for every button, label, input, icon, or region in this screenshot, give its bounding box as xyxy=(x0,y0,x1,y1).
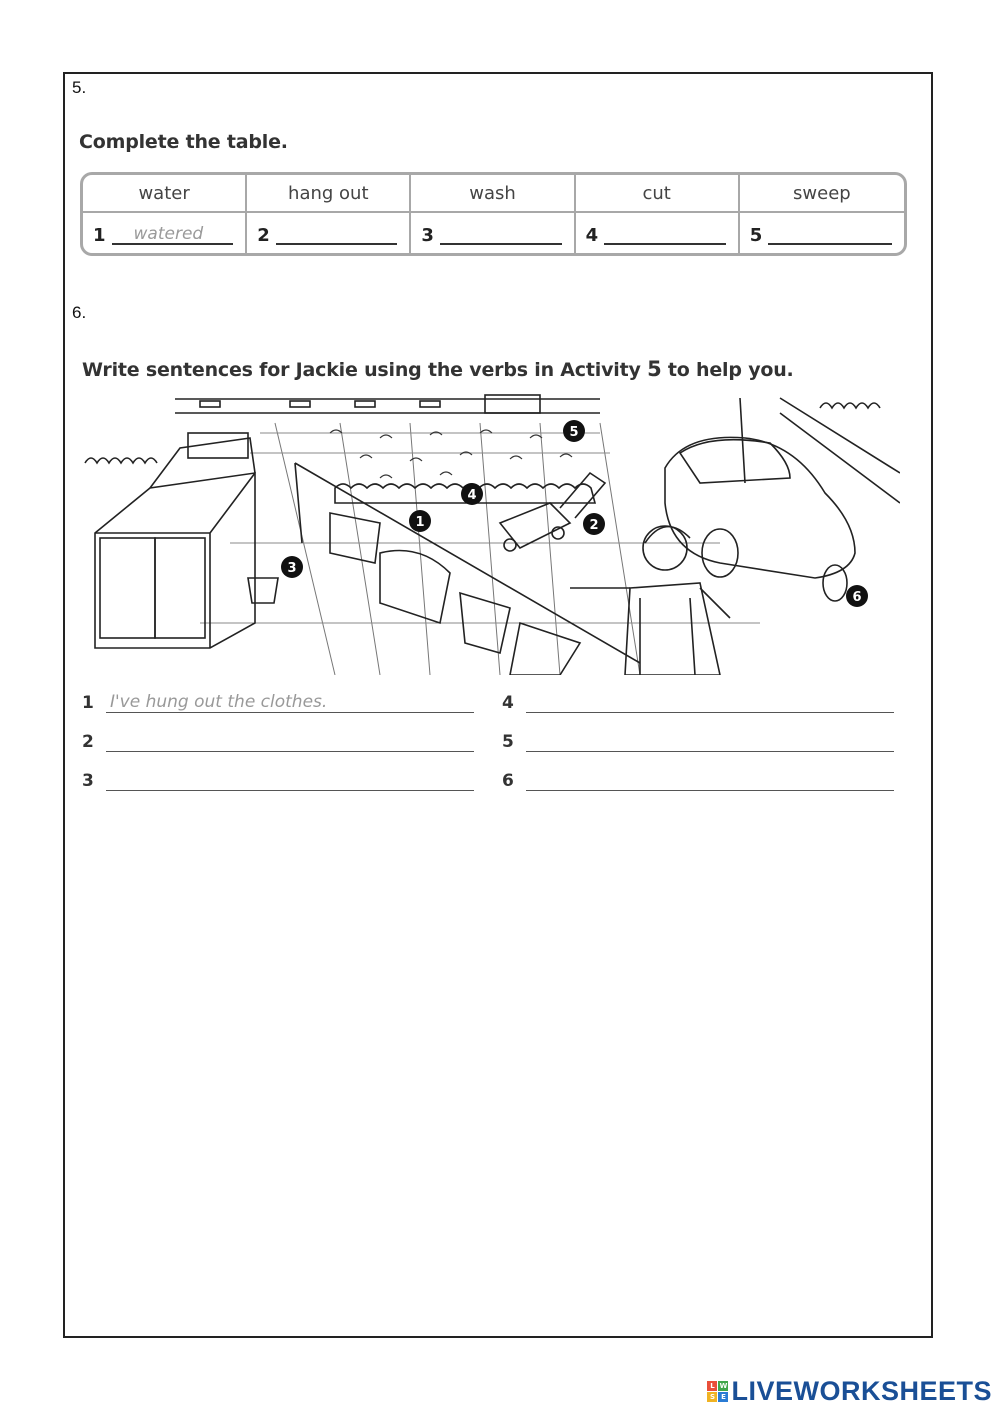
answer-blank[interactable] xyxy=(276,223,398,245)
answer-example: watered xyxy=(133,224,204,244)
logo-mark-letter: S xyxy=(707,1392,717,1402)
badge-number: 2 xyxy=(589,518,599,533)
table-answer-cell xyxy=(740,213,904,253)
sentence-row xyxy=(502,768,894,791)
table-answer-cell xyxy=(247,213,411,253)
sentence-row xyxy=(82,729,474,752)
sentence-number: 1 xyxy=(82,693,94,713)
label-badge-2 xyxy=(583,513,605,535)
sentence-number: 5 xyxy=(502,732,514,752)
sentence-number: 3 xyxy=(82,771,94,791)
logo-mark-letter: W xyxy=(719,1382,728,1390)
table-answer-cell xyxy=(576,213,740,253)
badge-number: 5 xyxy=(569,425,579,440)
badge-number: 3 xyxy=(287,561,297,576)
girl-jackie xyxy=(570,526,730,675)
badge-number: 6 xyxy=(852,590,862,605)
sentence-row xyxy=(82,690,474,713)
bucket xyxy=(248,578,278,603)
section-6-instruction xyxy=(82,357,794,381)
liveworksheets-logo[interactable] xyxy=(707,1376,992,1407)
wall-brick xyxy=(355,401,375,407)
sentence-row xyxy=(502,690,894,713)
car xyxy=(665,437,855,601)
instruction-text: Write sentences for Jackie using the verbs in Activity xyxy=(82,359,648,381)
greenhouse xyxy=(95,433,255,648)
answer-blank[interactable] xyxy=(768,223,892,245)
instruction-text: to help you. xyxy=(661,359,794,381)
wall-brick xyxy=(420,401,440,407)
label-badge-1 xyxy=(409,510,431,532)
verb-table xyxy=(80,172,907,256)
logo-mark-letter: L xyxy=(707,1381,717,1391)
bushes xyxy=(85,458,157,463)
sentence-blank[interactable] xyxy=(526,729,894,752)
answer-number: 3 xyxy=(421,225,434,246)
sentence-number: 4 xyxy=(502,693,514,713)
logo-text: LIVEWORKSHEETS xyxy=(731,1376,992,1406)
table-answer-cell xyxy=(411,213,575,253)
sentence-blank[interactable] xyxy=(106,690,474,713)
section-5-number: 5. xyxy=(72,78,87,97)
label-badge-4 xyxy=(461,483,483,505)
back-wall xyxy=(175,399,600,413)
side-wall xyxy=(740,398,900,503)
section-5-instruction: Complete the table. xyxy=(79,131,288,153)
badge-number: 4 xyxy=(467,488,477,503)
section-6-number: 6. xyxy=(72,303,87,322)
table-answer-cell xyxy=(83,213,247,253)
logo-mark-letter: E xyxy=(718,1392,728,1402)
answer-blank[interactable] xyxy=(604,223,726,245)
wall-brick xyxy=(290,401,310,407)
answer-number: 1 xyxy=(93,225,106,246)
answer-blank[interactable] xyxy=(440,223,562,245)
sentence-row xyxy=(82,768,474,791)
leaves xyxy=(330,430,572,478)
sentence-example: I've hung out the clothes. xyxy=(110,692,328,712)
label-badge-5 xyxy=(563,420,585,442)
answer-number: 4 xyxy=(585,225,599,246)
answer-number: 5 xyxy=(749,225,763,246)
sentence-number: 6 xyxy=(502,771,514,791)
logo-mark-icon xyxy=(707,1381,728,1402)
sentence-number: 2 xyxy=(82,732,94,752)
table-header-cell: sweep xyxy=(740,175,904,213)
garden-illustration xyxy=(80,393,900,675)
sentence-blank[interactable] xyxy=(526,768,894,791)
sentence-blank[interactable] xyxy=(526,690,894,713)
answer-blank[interactable] xyxy=(112,223,234,245)
table-header-cell: cut xyxy=(576,175,740,213)
bushes xyxy=(820,403,880,408)
answer-number: 2 xyxy=(257,225,270,246)
table-header-cell: hang out xyxy=(247,175,411,213)
wall-brick xyxy=(200,401,220,407)
sentence-blank[interactable] xyxy=(106,729,474,752)
label-badge-6 xyxy=(846,585,868,607)
sentence-blank[interactable] xyxy=(106,768,474,791)
table-header-cell: wash xyxy=(411,175,575,213)
badge-number: 1 xyxy=(415,515,425,530)
activity-number: 5 xyxy=(647,357,662,381)
label-badge-3 xyxy=(281,556,303,578)
wall-gate xyxy=(485,395,540,413)
sentence-row xyxy=(502,729,894,752)
table-header-cell: water xyxy=(83,175,247,213)
